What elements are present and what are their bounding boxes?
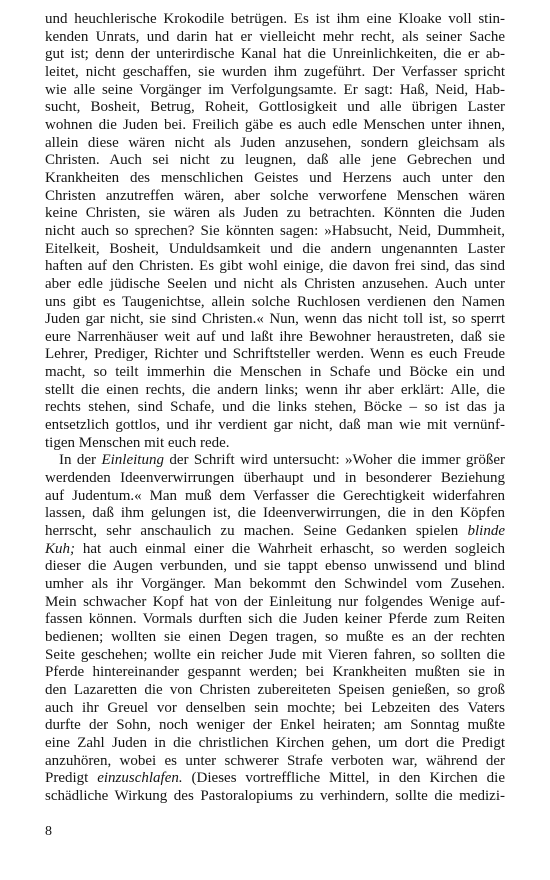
text-line — [45, 770, 505, 788]
text-line: Mein schwacher Kopf hat von der Einleitung nur folgendes Wenige auf- — [45, 593, 505, 610]
text-line: dieser die Augen verbunden, und sie tappt ebenso unwissend und blind — [45, 558, 505, 575]
text-line: aber edle jüdische Seelen und nicht als Christen anzusehen. Auch unter — [45, 275, 505, 292]
body-text — [45, 11, 505, 806]
text-segment: hat auch einmal einer die Wahrheit erhascht, so werden sogleich — [75, 540, 505, 557]
text-line: eine Zahl Juden in die christlichen Kirchen gehen, um dort die Predigt — [45, 734, 505, 751]
text-line: Juden gar nicht, sie sind Christen.« Nun, wenn das nicht toll ist, so sperrt — [45, 311, 505, 328]
text-line: Seite geschehen; wollte ein reicher Jude mit Vieren fahren, so sollten die — [45, 646, 505, 663]
paragraph — [45, 452, 505, 805]
text-line — [45, 523, 505, 541]
emphasized-text: einzuschlafen. — [97, 770, 183, 787]
text-line: schädliche Wirkung des Pastoralopiums zu verhindern, sollte die medizi- — [45, 787, 505, 804]
text-line: keine Christen, sie wären als Juden zu betrachten. Könnten die Juden — [45, 205, 505, 222]
text-line: wie alle seine Vorgänger im Verfolgungsamte. Er sagt: Haß, Neid, Hab- — [45, 81, 505, 98]
text-line: werdenden Ideenverwirrungen überhaupt und in besonderer Beziehung — [45, 470, 505, 487]
emphasized-text: Einleitung — [101, 452, 164, 469]
text-line: rechts stehen, sind Schafe, und die links stehen, Böcke – so ist das ja — [45, 399, 505, 416]
text-line: allein diese wären nicht als Juden anzusehen, sondern gleichsam als — [45, 134, 505, 151]
text-line: wohnen die Juden bei. Freilich gäbe es auch edle Menschen unter ihnen, — [45, 116, 505, 133]
text-line: auch ihr Greuel vor denselben sein mochte; bei Lebzeiten des Vaters — [45, 699, 505, 716]
text-segment: (Dieses vortreffliche Mittel, in den Kirchen die — [182, 770, 505, 787]
page-number: 8 — [45, 824, 52, 839]
text-line: uns gibt es Taugenichtse, allein solche Ruchlosen verdienen den Namen — [45, 293, 505, 310]
text-line: lassen, daß ihm gelungen ist, die Ideenverwirrungen, die in den Köpfen — [45, 505, 505, 522]
text-segment: der Schrift wird untersucht: »Woher die immer größer — [163, 452, 505, 469]
text-line: sucht, Bosheit, Betrug, Roheit, Gottlosigkeit und alle übrigen Laster — [45, 99, 505, 116]
text-segment: Predigt — [45, 770, 98, 787]
text-line-paragraph-start — [45, 452, 505, 470]
paragraph — [45, 11, 505, 452]
text-line: leitet, nicht geschaffen, sie wurden ihm zugeführt. Der Verfasser spricht — [45, 63, 505, 80]
text-line: Pferde hintereinander gespannt werden; bei Krankheiten mußten sie in — [45, 664, 505, 681]
text-line: Christen anzutreffen wären, aber solche verworfene Menschen wären — [45, 187, 505, 204]
text-line: gut ist; denn der unterirdische Kanal hat die Unreinlichkeiten, die er ab- — [45, 46, 505, 63]
text-line: haften auf den Christen. Es gibt wohl einige, die davon frei sind, das sind — [45, 258, 505, 275]
text-line: Lehrer, Prediger, Richter und Schriftsteller werden. Wenn es euch Freude — [45, 346, 505, 363]
text-line: umher als ihr Vorgänger. Man bekommt den Schwindel vom Zusehen. — [45, 576, 505, 592]
text-line: kenden Unrats, und darin hat er vielleicht mehr recht, als seiner Sache — [45, 28, 505, 45]
text-line: auf Judentum.« Man muß dem Verfasser die Gerechtigkeit widerfahren — [45, 487, 505, 504]
text-line: eure Narrenhäuser weit auf und laßt ihre Bewohner heraustreten, daß sie — [45, 328, 505, 345]
text-segment: In der — [59, 452, 102, 469]
text-segment: herrscht, sehr anschaulich zu machen. Seine Gedanken spielen — [45, 523, 468, 540]
text-line: nicht auch so sprechen? Sie könnten sagen: »Habsucht, Neid, Dummheit, — [45, 222, 505, 239]
emphasized-text: blinde — [467, 523, 505, 540]
text-line: durfte der Sohn, noch weniger der Enkel heiraten; am Sonntag mußte — [45, 717, 505, 734]
text-line: anzuhören, wobei es unter schwerer Strafe verboten war, während der — [45, 752, 505, 769]
text-line: entsetzlich gottlos, und ihr verdient gar nicht, daß man wie mit vernünf- — [45, 417, 505, 434]
text-line: bedienen; wollten sie einen Degen tragen, so mußte es an der rechten — [45, 628, 505, 645]
emphasized-text: Kuh; — [45, 540, 75, 557]
text-line — [45, 541, 505, 559]
text-line: macht, so teilt immerhin die Menschen in Schafe und Böcke ein und — [45, 364, 505, 381]
text-line: den Lazaretten die von Christen zubereiteten Speisen genießen, so groß — [45, 681, 505, 698]
text-line: stellt die einen rechts, die andern links; wenn ihr aber erklärt: Alle, die — [45, 381, 505, 398]
text-line: Krankheiten des menschlichen Geistes und Herzens auch unter den — [45, 169, 505, 186]
text-line: Christen. Auch sei nicht zu leugnen, daß alle jene Gebrechen und — [45, 152, 505, 169]
text-line-paragraph-end: tigen Menschen mit euch rede. — [45, 434, 230, 451]
text-line: Eitelkeit, Bosheit, Unduldsamkeit und die andern ungenannten Laster — [45, 240, 505, 257]
text-line: und heuchlerische Krokodile betrügen. Es ist ihm eine Kloake voll stin- — [45, 11, 505, 27]
text-line: fassen können. Vormals durften sich die Juden keiner Pferde zum Reiten — [45, 611, 505, 628]
